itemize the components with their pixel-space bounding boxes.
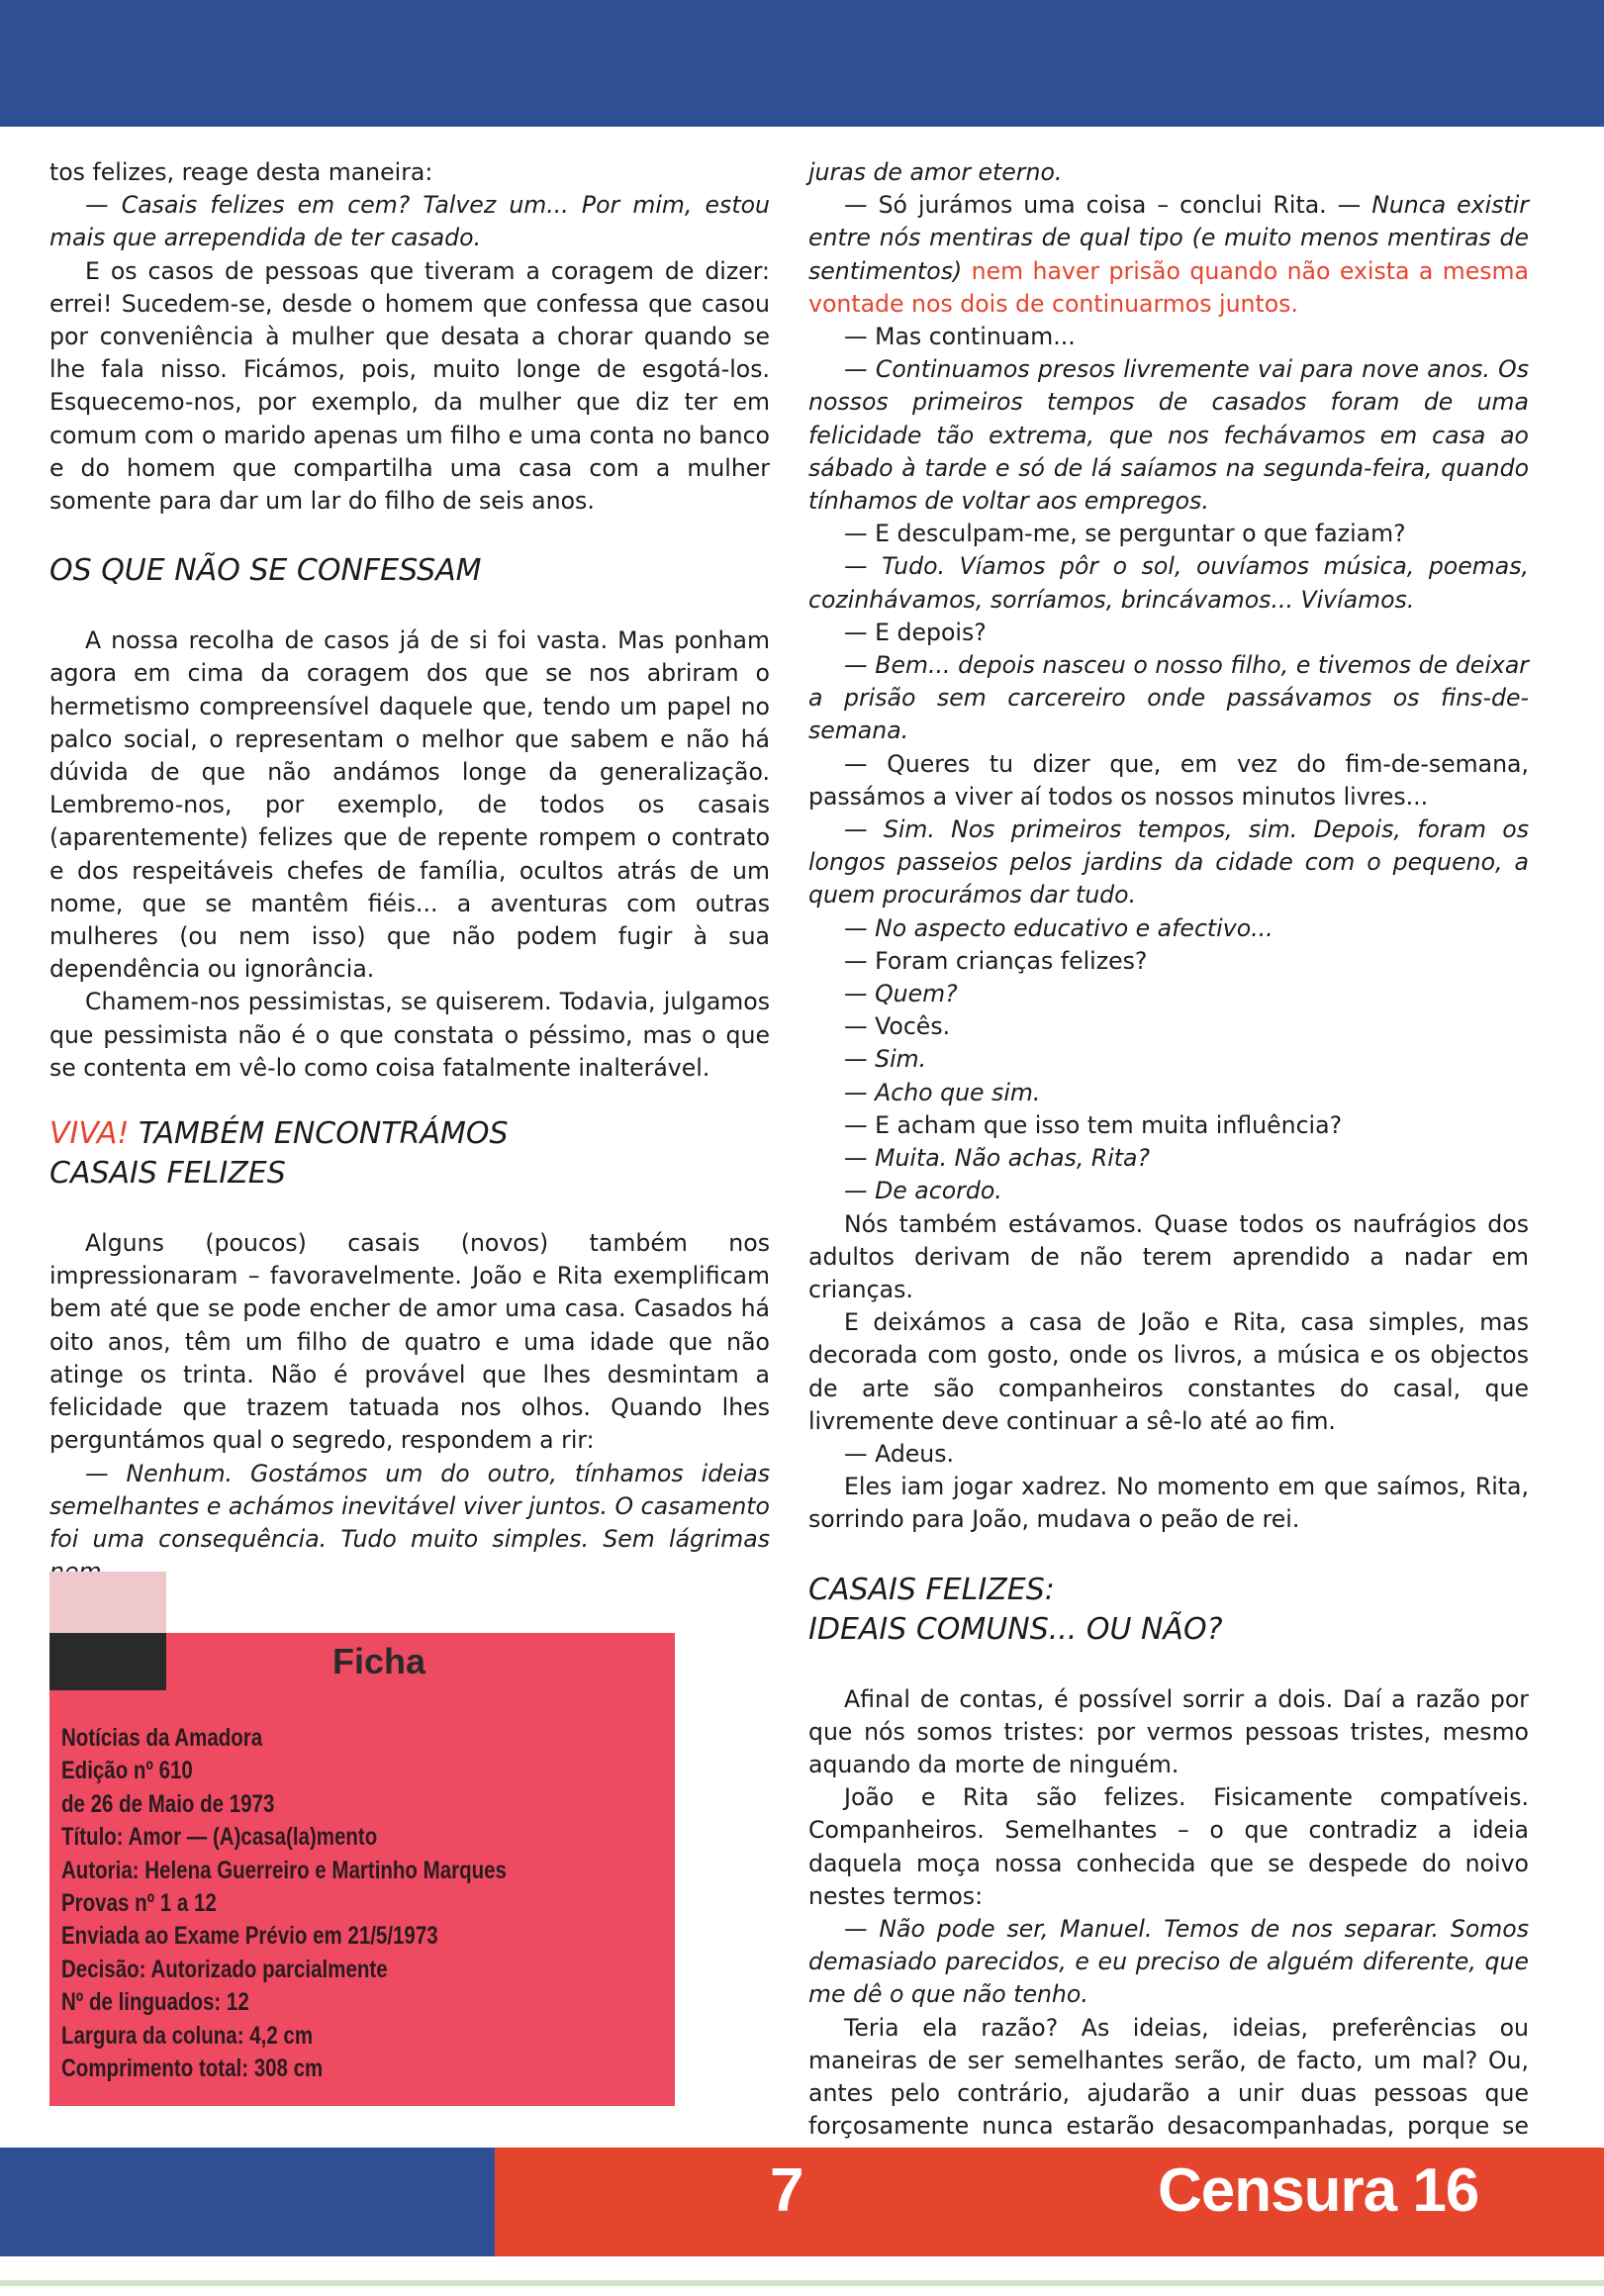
ficha-line: Comprimento total: 308 cm — [61, 2055, 324, 2083]
dialogue: — E acham que isso tem muita influência? — [844, 1110, 1343, 1139]
dialogue: — Quem? — [844, 980, 958, 1008]
ficha-line: de 26 de Maio de 1973 — [61, 1789, 275, 1818]
heading-text: TAMBÉM ENCONTRÁMOS — [129, 1116, 509, 1152]
quote: — Não pode ser, Manuel. Temos de nos separar. Somos demasiado parecidos, e eu preciso de alguém diferente, que me dê o que não tenho. — [808, 1914, 1529, 2009]
dialogue: — Acho que sim. — [844, 1078, 1041, 1106]
ficha-line: Nº de linguados: 12 — [61, 1988, 249, 2017]
quote — [808, 189, 1529, 321]
paragraph: Teria ela razão? As ideias, ideias, preferências ou maneiras de ser semelhantes serão, de facto, um mal? Ou, antes pelo contrário, ajudarão a unir duas pessoas que forçosamente nunca estarão desacompanhadas, porque se — [808, 2013, 1529, 2141]
page-number: 7 — [770, 2156, 804, 2225]
dialogue: — E desculpam-me, se perguntar o que faziam? — [844, 520, 1406, 548]
ficha-line: Título: Amor — (A)casa(la)mento — [61, 1823, 378, 1852]
dialogue: — Sim. — [844, 1045, 927, 1074]
dialogue: — Bem... depois nasceu o nosso filho, e tivemos de deixar a prisão sem carcereiro onde passávamos os fins-de-semana. — [808, 651, 1529, 745]
quote: juras de amor eterno. — [808, 158, 1063, 186]
paragraph: Eles iam jogar xadrez. No momento em que saímos, Rita, sorrindo para João, mudava o peão de rei. — [808, 1473, 1529, 1534]
publication-name: Censura 16 — [1158, 2156, 1479, 2225]
ficha-line: Notícias da Amadora — [61, 1724, 263, 1752]
paragraph: Alguns (poucos) casais (novos) também nos impressionaram – favoravelmente. João e Rita exemplificam bem até que se pode encher de amor uma casa. Casados há oito anos, têm um filho de quatro e uma idade que não atinge os trinta. Não é provável que lhes desmintam a felicidade que trazem tatuada nos olhos. Quando lhes perguntámos qual o segredo, respondem a rir: — [49, 1229, 770, 1455]
dialogue: — Tudo. Víamos pôr o sol, ouvíamos música, poemas, cozinhávamos, sorríamos, brincávamos... Vivíamos. — [808, 552, 1529, 614]
ficha-line: Provas nº 1 a 12 — [61, 1889, 217, 1918]
section-heading: OS QUE NÃO SE CONFESSAM — [49, 553, 482, 589]
paragraph: tos felizes, reage desta maneira: — [49, 158, 433, 186]
ficha-tab-dark — [49, 1633, 166, 1690]
section-heading — [49, 1114, 770, 1154]
ficha-details — [61, 1722, 507, 2085]
dialogue: — Foram crianças felizes? — [844, 946, 1148, 975]
heading-highlight: VIVA! — [49, 1116, 130, 1152]
quote: — Casais felizes em cem? Talvez um... Por mim, estou mais que arrependida de ter casado. — [49, 191, 770, 252]
paragraph: Nós também estávamos. Quase todos os naufrágios dos adultos derivam de não terem aprendido a nadar em crianças. — [808, 1209, 1529, 1303]
dialogue: — E depois? — [844, 618, 987, 646]
ficha-title: Ficha — [332, 1641, 426, 1681]
paragraph: E os casos de pessoas que tiveram a coragem de dizer: errei! Sucedem-se, desde o homem que confessa que casou por conveniência à mulher que desata a chorar quando se lhe fala nisso. Ficámos, pois, muito longe de esgotá-los. Esquecemo-nos, por exemplo, da mulher que diz ter em comum com o marido apenas um filho e uma conta no banco e do homem que compartilha uma casa com a mulher somente para dar um lar do filho de seis anos. — [49, 256, 770, 516]
dialogue: — Sim. Nos primeiros tempos, sim. Depois, foram os longos passeios pelos jardins da cidade com o pequeno, a quem procurámos dar tudo. — [808, 815, 1529, 909]
quote: — Nenhum. Gostámos um do outro, tínhamos ideias semelhantes e achámos inevitável viver juntos. O casamento foi uma consequência. Tudo muito simples. Sem lágrimas — [49, 1459, 770, 1553]
top-banner — [0, 0, 1604, 127]
ficha-line: Decisão: Autorizado parcialmente — [61, 1955, 388, 1983]
dialogue: — No aspecto educativo e afectivo... — [844, 913, 1274, 942]
dialogue: — Muita. Não achas, Rita? — [844, 1144, 1151, 1173]
ficha-line: Autoria: Helena Guerreiro e Martinho Marques — [61, 1856, 507, 1884]
ficha-line: Enviada ao Exame Prévio em 21/5/1973 — [61, 1922, 438, 1951]
section-heading: CASAIS FELIZES: — [808, 1572, 1055, 1607]
section-heading-line2: IDEAIS COMUNS... OU NÃO? — [808, 1611, 1223, 1647]
paragraph: E deixámos a casa de João e Rita, casa simples, mas decorada com gosto, onde os livros, a música e os objectos de arte são companheiros constantes do casal, que livremente deve continuar a sê-lo até ao fim. — [808, 1308, 1529, 1435]
paragraph: A nossa recolha de casos já de si foi vasta. Mas ponham agora em cima da coragem dos que se nos abriram o hermetismo compreensível daquele que, tendo um papel no palco social, o representam o melhor que sabem e não há dúvida de que não andámos longe da generalização. Lembremo-nos, por exemplo, de todos os casais (aparentemente) felizes que de repente rompem o contrato e dos respeitáveis chefes de família, ocultos atrás de um nome, que se mantêm fiéis... a aventuras com outras mulheres (ou nem isso) que não podem fugir à sua dependência ou ignorância. — [49, 626, 770, 984]
footer-rule — [0, 2280, 1604, 2286]
footer-band-blue — [0, 2148, 495, 2256]
dialogue: — Vocês. — [844, 1012, 951, 1041]
dialogue: — Adeus. — [844, 1439, 955, 1468]
dialogue: — Queres tu dizer que, em vez do fim-de-semana, passámos a viver aí todos os nossos minutos livres... — [808, 749, 1529, 811]
section-heading-line2: CASAIS FELIZES — [49, 1156, 286, 1192]
dialogue: — Só jurámos uma coisa – conclui Rita. — — [844, 191, 1372, 220]
paragraph: João e Rita são felizes. Fisicamente compatíveis. Companheiros. Semelhantes – o que contradiz a ideia daquela moça nossa conhecida que se despede do noivo nestes termos: — [808, 1783, 1529, 1910]
dialogue: — De acordo. — [844, 1177, 1002, 1205]
dialogue-italic: Nunca existir entre nós mentiras de qual tipo (e muito menos mentiras de sentimentos) — [808, 191, 1529, 285]
right-column — [808, 156, 1529, 2209]
highlighted-text: nem haver prisão quando não exista a mesma vontade nos dois de continuarmos juntos. — [808, 256, 1530, 318]
dialogue: — Mas continuam... — [844, 323, 1076, 351]
paragraph: Chamem-nos pessimistas, se quiserem. Todavia, julgamos que pessimista não é o que constata o péssimo, mas o que se contenta em vê-lo como coisa fatalmente inalterável. — [49, 988, 770, 1082]
paragraph: Afinal de contas, é possível sorrir a dois. Daí a razão por que nós somos tristes: por vermos pessoas tristes, mesmo aquando da morte de ninguém. — [808, 1684, 1529, 1778]
left-column — [49, 156, 770, 1588]
ficha-line: Largura da coluna: 4,2 cm — [61, 2021, 314, 2050]
dialogue: — Continuamos presos livremente vai para nove anos. Os nossos primeiros tempos de casados foram de uma felicidade tão extrema, que nos fechávamos em casa ao sábado à tarde e só de lá saíamos na segunda-feira, quando tínhamos de voltar aos empregos. — [808, 355, 1529, 516]
ficha-line: Edição nº 610 — [61, 1757, 193, 1785]
